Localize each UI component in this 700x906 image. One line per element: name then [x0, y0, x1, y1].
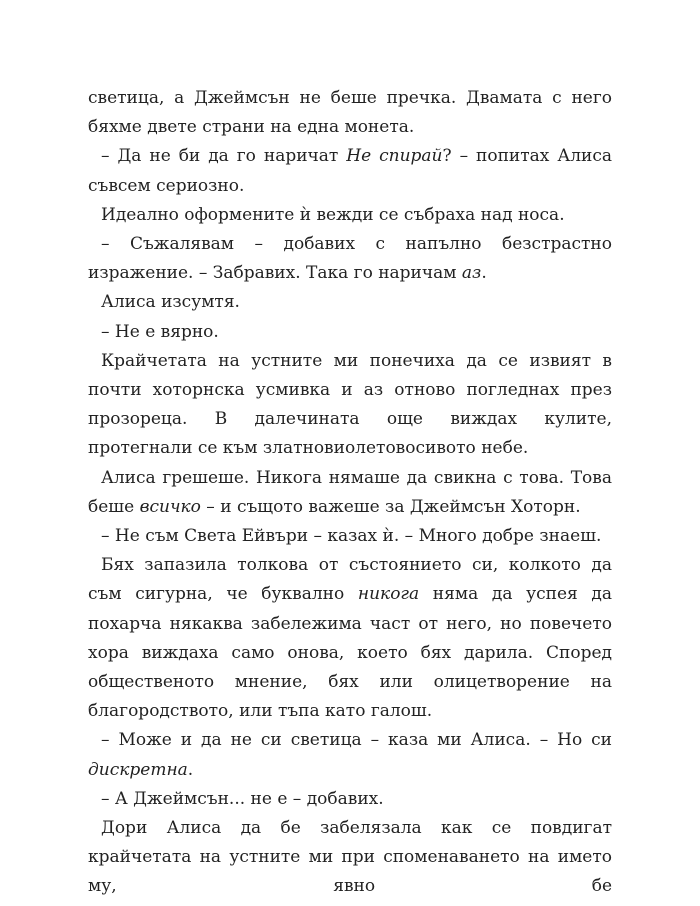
text-run: – Не е вярно. [101, 321, 219, 342]
text-run: – и същото важеше за Джеймсън Хоторн. [200, 496, 581, 517]
italic-text-run: никога [357, 584, 420, 605]
paragraph [88, 785, 612, 814]
text-run: . [187, 759, 194, 780]
text-run: Алиса грешеше. Никога нямаше да свикна с това. Това беше [88, 467, 612, 517]
text-run: – Може и да не си светица – каза ми Алиса. – Но си [101, 730, 612, 751]
text-run: Бях запазила толкова от състоянието си, колкото да съм сигурна, че буквално [88, 555, 612, 605]
text-run: Крайчетата на устните ми понечиха да се извият в почти хоторнска усмивка и аз отново погледнах през прозореца. В далечината още виждах кулите, протегнали се към златновиолетовосивото небе. [88, 350, 612, 459]
italic-text-run: Не спирай [346, 146, 443, 167]
paragraph [88, 726, 612, 784]
text-run: Идеално оформените ѝ вежди се събраха над носа. [101, 204, 565, 225]
paragraph [88, 522, 612, 551]
paragraph [88, 347, 612, 464]
paragraph [88, 142, 612, 200]
text-run: няма да успея да похарча някаква забележима част от него, но повечето хора виждаха само онова, което бях дарила. Според общественото мнение, бях или олицетворение на благородството, или тъпа като галош. [88, 584, 612, 722]
italic-text-run: аз [461, 263, 482, 284]
paragraph [88, 230, 612, 288]
text-run: светица, а Джеймсън не беше пречка. Двамата с него бяхме двете страни на една монета. [88, 88, 612, 138]
paragraph [88, 84, 612, 142]
paragraph [88, 288, 612, 317]
paragraph [88, 464, 612, 522]
text-run: – Не съм Света Ейвъри – казах ѝ. – Много добре знаеш. [101, 526, 602, 547]
body-text [88, 84, 612, 902]
italic-text-run: всичко [139, 496, 201, 517]
text-run: . [481, 263, 487, 284]
text-run: Алиса изсумтя. [101, 292, 240, 313]
text-run: – Съжалявам – добавих с напълно безстрастно изражение. – Забравих. Така го наричам [88, 234, 612, 284]
italic-text-run: дискретна [88, 759, 188, 780]
paragraph [88, 814, 612, 902]
text-run: Дори Алиса да бе забелязала как се повдигат крайчетата на устните ми при споменаването на името му, явно бе [88, 818, 612, 897]
paragraph [88, 551, 612, 726]
text-run: ? – попитах Алиса съвсем сериозно. [88, 146, 612, 196]
paragraph [88, 201, 612, 230]
paragraph [88, 318, 612, 347]
text-run: – Да не би да го наричат [101, 146, 347, 167]
text-run: – А Джеймсън... не е – добавих. [101, 788, 384, 809]
